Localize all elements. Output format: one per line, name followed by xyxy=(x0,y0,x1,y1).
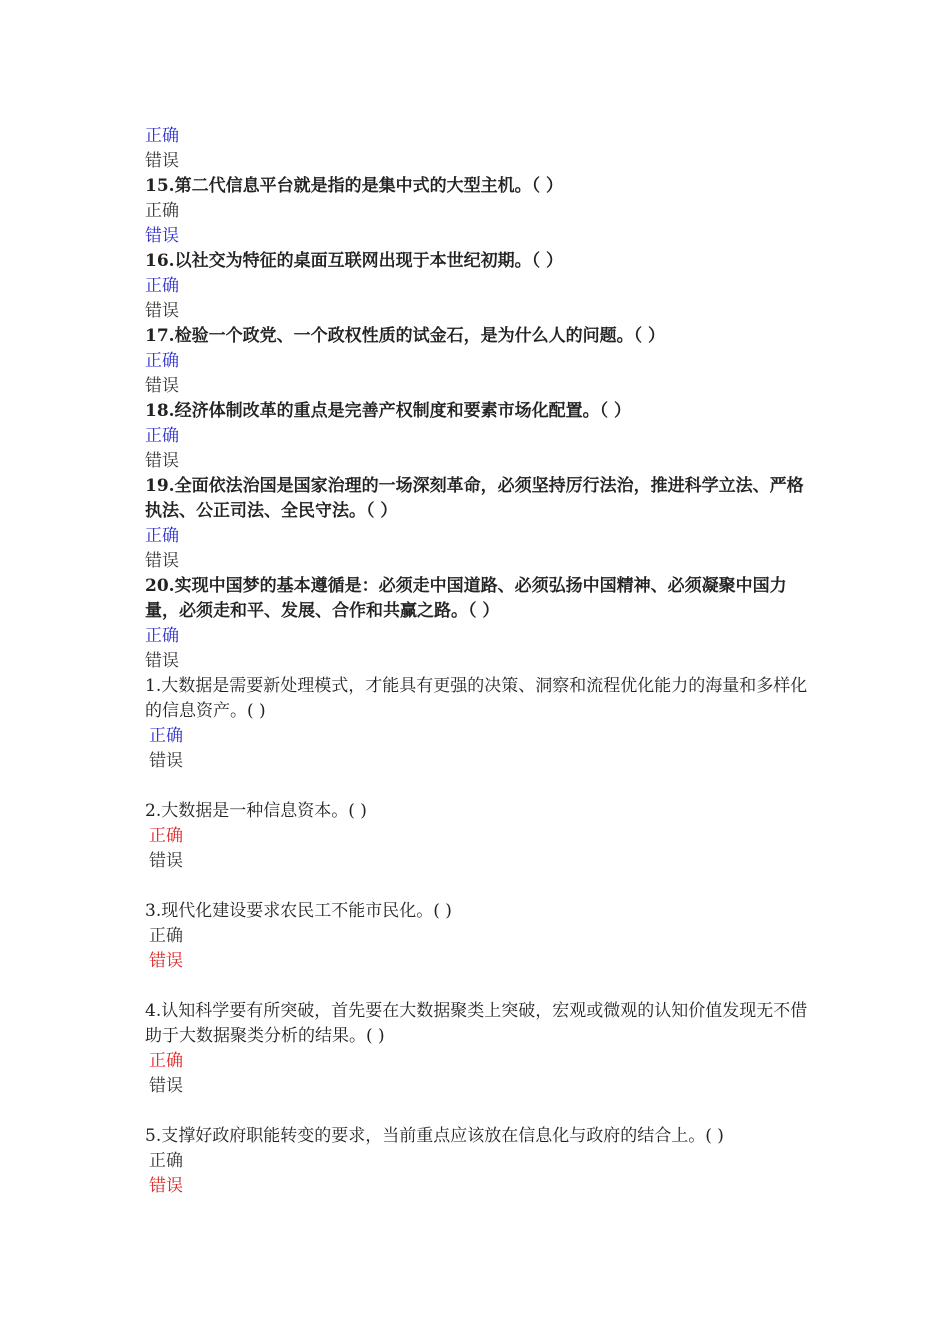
option-wrong[interactable]: 错误 xyxy=(145,151,179,171)
option-correct[interactable]: 正确 xyxy=(149,726,183,746)
option-wrong[interactable]: 错误 xyxy=(149,1176,183,1196)
question-2: 2.大数据是一种信息资本。( ) xyxy=(145,801,367,821)
option-correct[interactable]: 正确 xyxy=(145,201,179,221)
option-correct[interactable]: 正确 xyxy=(149,1051,183,1071)
option-wrong[interactable]: 错误 xyxy=(145,301,179,321)
quiz-page xyxy=(145,124,813,1199)
question-16: 16.以社交为特征的桌面互联网出现于本世纪初期。（ ） xyxy=(145,251,563,271)
option-correct[interactable]: 正确 xyxy=(145,126,179,146)
option-correct[interactable]: 正确 xyxy=(145,626,179,646)
question-20: 20.实现中国梦的基本遵循是：必须走中国道路、必须弘扬中国精神、必须凝聚中国力量，必须走和平、发展、合作和共赢之路。（ ） xyxy=(145,576,787,621)
option-correct[interactable]: 正确 xyxy=(145,526,179,546)
option-wrong[interactable]: 错误 xyxy=(145,451,179,471)
option-wrong[interactable]: 错误 xyxy=(149,751,183,771)
option-wrong[interactable]: 错误 xyxy=(145,226,179,246)
question-17: 17.检验一个政党、一个政权性质的试金石，是为什么人的问题。（ ） xyxy=(145,326,665,346)
option-wrong[interactable]: 错误 xyxy=(149,851,183,871)
option-correct[interactable]: 正确 xyxy=(145,426,179,446)
question-3: 3.现代化建设要求农民工不能市民化。( ) xyxy=(145,901,452,921)
option-wrong[interactable]: 错误 xyxy=(145,651,179,671)
option-correct[interactable]: 正确 xyxy=(149,1151,183,1171)
option-wrong[interactable]: 错误 xyxy=(145,551,179,571)
option-correct[interactable]: 正确 xyxy=(149,826,183,846)
question-5: 5.支撑好政府职能转变的要求，当前重点应该放在信息化与政府的结合上。( ) xyxy=(145,1126,724,1146)
option-correct[interactable]: 正确 xyxy=(149,926,183,946)
question-19: 19.全面依法治国是国家治理的一场深刻革命，必须坚持厉行法治，推进科学立法、严格执法、公正司法、全民守法。（ ） xyxy=(145,476,804,521)
spacer xyxy=(145,774,813,799)
question-18: 18.经济体制改革的重点是完善产权制度和要素市场化配置。（ ） xyxy=(145,401,631,421)
spacer xyxy=(145,874,813,899)
option-correct[interactable]: 正确 xyxy=(145,276,179,296)
option-wrong[interactable]: 错误 xyxy=(149,1076,183,1096)
question-15: 15.第二代信息平台就是指的是集中式的大型主机。（ ） xyxy=(145,176,563,196)
option-wrong[interactable]: 错误 xyxy=(149,951,183,971)
question-1: 1.大数据是需要新处理模式，才能具有更强的决策、洞察和流程优化能力的海量和多样化的信息资产。( ) xyxy=(145,676,808,721)
spacer xyxy=(145,974,813,999)
option-correct[interactable]: 正确 xyxy=(145,351,179,371)
option-wrong[interactable]: 错误 xyxy=(145,376,179,396)
spacer xyxy=(145,1099,813,1124)
question-4: 4.认知科学要有所突破，首先要在大数据聚类上突破，宏观或微观的认知价值发现无不借助于大数据聚类分析的结果。( ) xyxy=(145,1001,808,1046)
